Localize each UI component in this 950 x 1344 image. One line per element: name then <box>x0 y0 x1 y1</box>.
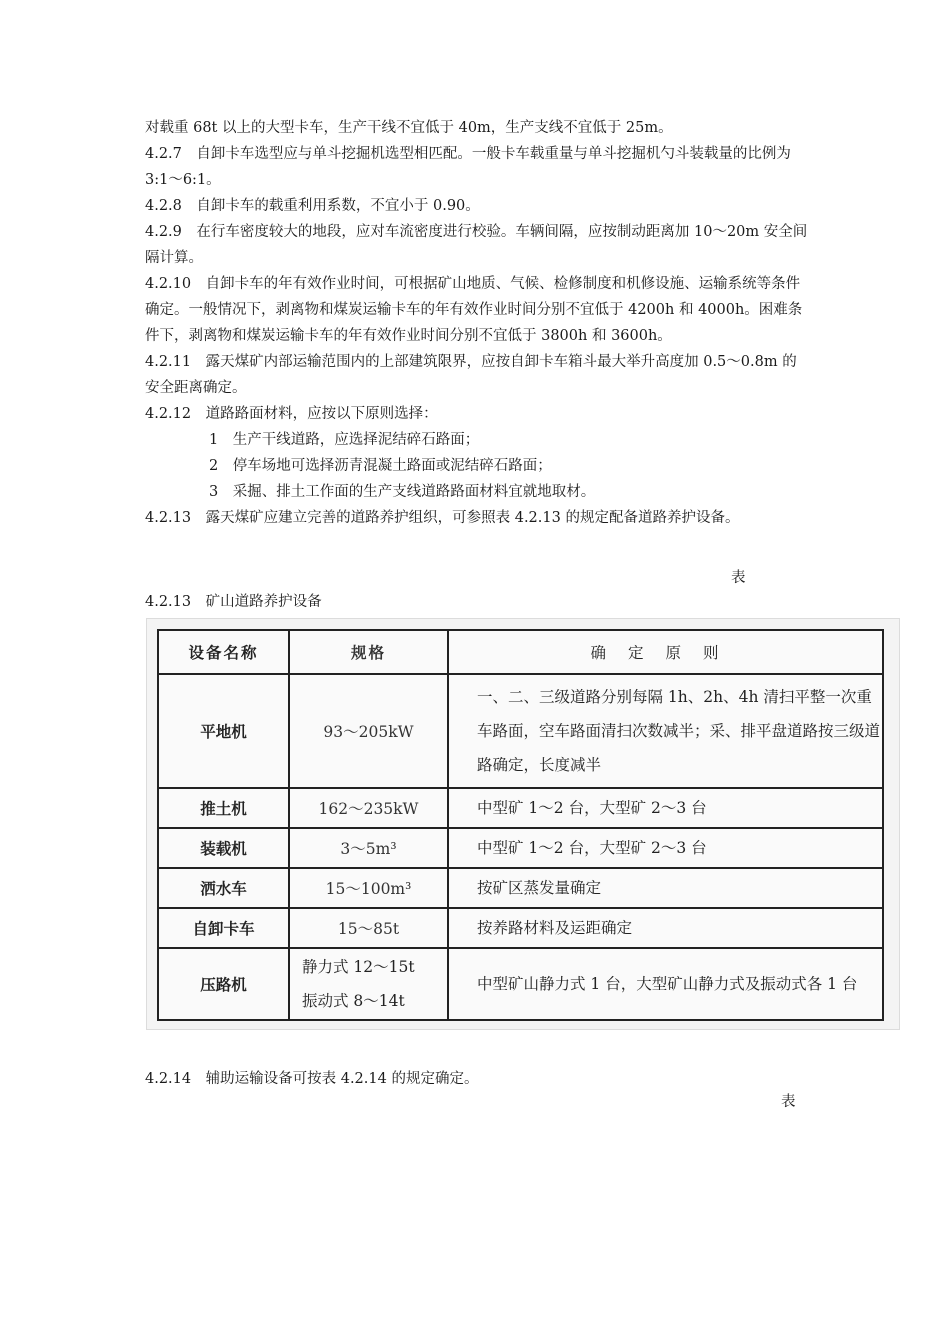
cell-name: 装载机 <box>158 828 289 868</box>
table-label: 表 <box>731 570 746 586</box>
cell-spec: 15～100m³ <box>289 868 448 908</box>
header-rule: 确定原则 <box>448 630 883 674</box>
table-row <box>158 788 883 828</box>
cell-rule: 按养路材料及运距确定 <box>448 908 883 948</box>
clause-4-2-10: 4.2.10 自卸卡车的年有效作业时间，可根据矿山地质、气候、检修制度和机修设施、运输系统等条件确定。一般情况下，剥离物和煤炭运输卡车的年有效作业时间分别不宜低于 4200h 和 4000h。困难条件下，剥离物和煤炭运输卡车的年有效作业时间分别不宜低于 3800h 和 3600h。 <box>145 276 803 344</box>
table-caption: 4.2.13 矿山道路养护设备 <box>145 594 322 610</box>
maintenance-equipment-table <box>157 629 884 1021</box>
table-label: 表 <box>781 1094 796 1110</box>
list-item: 1 生产干线道路，应选择泥结碎石路面； <box>209 432 480 448</box>
cell-name: 推土机 <box>158 788 289 828</box>
spec-line: 振动式 8～14t <box>302 992 405 1010</box>
clause-4-2-9: 4.2.9 在行车密度较大的地段，应对车流密度进行校验。车辆间隔，应按制动距离加 10～20m 安全间隔计算。 <box>145 224 808 266</box>
cell-name: 洒水车 <box>158 868 289 908</box>
cell-name: 自卸卡车 <box>158 908 289 948</box>
cell-spec: 93～205kW <box>289 674 448 788</box>
table-image <box>146 618 900 1030</box>
clause-4-2-8: 4.2.8 自卸卡车的载重利用系数，不宜小于 0.90。 <box>145 198 480 214</box>
clause-4-2-7: 4.2.7 自卸卡车选型应与单斗挖掘机选型相匹配。一般卡车载重量与单斗挖掘机勺斗装载量的比例为 3:1～6:1。 <box>145 146 791 188</box>
header-name: 设备名称 <box>158 630 289 674</box>
table-row <box>158 674 883 788</box>
body-text-2 <box>145 1066 810 1092</box>
paragraph: 对载重 68t 以上的大型卡车，生产干线不宜低于 40m，生产支线不宜低于 25m。 <box>145 120 673 136</box>
cell-name: 平地机 <box>158 674 289 788</box>
cell-rule: 按矿区蒸发量确定 <box>448 868 883 908</box>
cell-spec: 15～85t <box>289 908 448 948</box>
cell-rule: 中型矿山静力式 1 台，大型矿山静力式及振动式各 1 台 <box>448 948 883 1020</box>
cell-rule: 中型矿 1～2 台，大型矿 2～3 台 <box>448 828 883 868</box>
clause-4-2-11: 4.2.11 露天煤矿内部运输范围内的上部建筑限界，应按自卸卡车箱斗最大举升高度加 0.5～0.8m 的安全距离确定。 <box>145 354 797 396</box>
cell-spec: 162～235kW <box>289 788 448 828</box>
cell-spec <box>289 948 448 1020</box>
table-header-row <box>158 630 883 674</box>
cell-spec: 3～5m³ <box>289 828 448 868</box>
list-item: 3 采掘、排土工作面的生产支线道路路面材料宜就地取材。 <box>209 484 596 500</box>
table-row <box>158 948 883 1020</box>
spec-line: 静力式 12～15t <box>302 958 415 976</box>
table-row <box>158 868 883 908</box>
header-spec: 规格 <box>289 630 448 674</box>
list-item: 2 停车场地可选择沥青混凝土路面或泥结碎石路面； <box>209 458 552 474</box>
cell-rule: 中型矿 1～2 台，大型矿 2～3 台 <box>448 788 883 828</box>
cell-name: 压路机 <box>158 948 289 1020</box>
clause-4-2-14: 4.2.14 辅助运输设备可按表 4.2.14 的规定确定。 <box>145 1071 479 1087</box>
body-text <box>145 115 810 531</box>
clause-4-2-12: 4.2.12 道路路面材料，应按以下原则选择： <box>145 406 438 422</box>
table-row <box>158 828 883 868</box>
cell-rule: 一、二、三级道路分别每隔 1h、2h、4h 清扫平整一次重车路面，空车路面清扫次数减半；采、排平盘道路按三级道路确定，长度减半 <box>448 674 883 788</box>
clause-4-2-13: 4.2.13 露天煤矿应建立完善的道路养护组织，可参照表 4.2.13 的规定配备道路养护设备。 <box>145 510 740 526</box>
table-row <box>158 908 883 948</box>
